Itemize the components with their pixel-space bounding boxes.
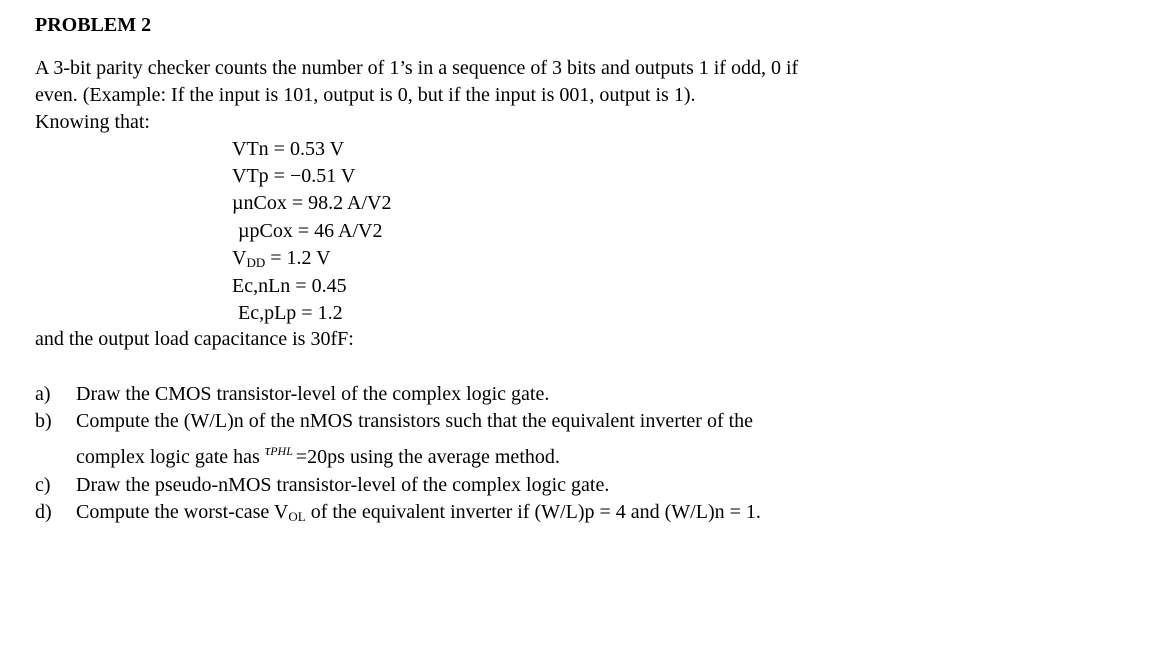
- problem-title: PROBLEM 2: [35, 14, 152, 36]
- question-b: [35, 408, 753, 435]
- given-upcox: µpCox = 46 A/V2: [238, 219, 383, 242]
- tau-symbol: τ: [264, 443, 271, 459]
- question-d: [35, 499, 761, 527]
- question-c: [35, 472, 609, 499]
- given-vtn: VTn = 0.53 V: [232, 138, 345, 160]
- question-b-label: b): [35, 410, 52, 432]
- intro-line-1: A 3-bit parity checker counts the number of 1’s in a sequence of 3 bits and outputs 1 if odd, 0 if: [35, 57, 799, 79]
- question-c-text: Draw the pseudo-nMOS transistor-level of the complex logic gate.: [76, 474, 610, 496]
- question-b-cont-post: =20ps using the average method.: [295, 446, 560, 468]
- given-uncox: µnCox = 98.2 A/V2: [232, 192, 392, 215]
- given-ecplp: Ec,pLp = 1.2: [238, 302, 343, 325]
- intro-line-2: even. (Example: If the input is 101, output is 0, but if the input is 001, output is 1).: [35, 84, 696, 106]
- question-d-post: of the equivalent inverter if (W/L)p = 4 and (W/L)n = 1.: [305, 501, 761, 523]
- given-vdd-value: = 1.2 V: [265, 246, 331, 269]
- question-d-pre: Compute the worst-case V: [76, 501, 289, 523]
- question-b-cont-pre: complex logic gate has: [76, 446, 265, 468]
- intro-line-3: Knowing that:: [35, 111, 150, 133]
- question-d-subscript: OL: [288, 509, 306, 524]
- question-a-text: Draw the CMOS transistor-level of the complex logic gate.: [76, 383, 550, 405]
- given-parameters: [232, 136, 391, 327]
- given-vdd-subscript: DD: [246, 254, 266, 270]
- question-a-label: a): [35, 383, 51, 405]
- question-c-label: c): [35, 474, 51, 496]
- given-ecnln: Ec,nLn = 0.45: [232, 275, 347, 298]
- given-vdd-symbol: V: [232, 246, 247, 269]
- given-vtp: VTp = −0.51 V: [232, 165, 356, 188]
- question-b-continuation: [76, 444, 560, 473]
- question-d-label: d): [35, 501, 52, 523]
- tau-subscript: PHL: [270, 444, 293, 458]
- given-vdd: [232, 245, 391, 273]
- question-a: [35, 381, 549, 408]
- load-capacitance-line: and the output load capacitance is 30fF:: [35, 328, 354, 350]
- question-b-text: Compute the (W/L)n of the nMOS transistors such that the equivalent inverter of the: [76, 410, 754, 432]
